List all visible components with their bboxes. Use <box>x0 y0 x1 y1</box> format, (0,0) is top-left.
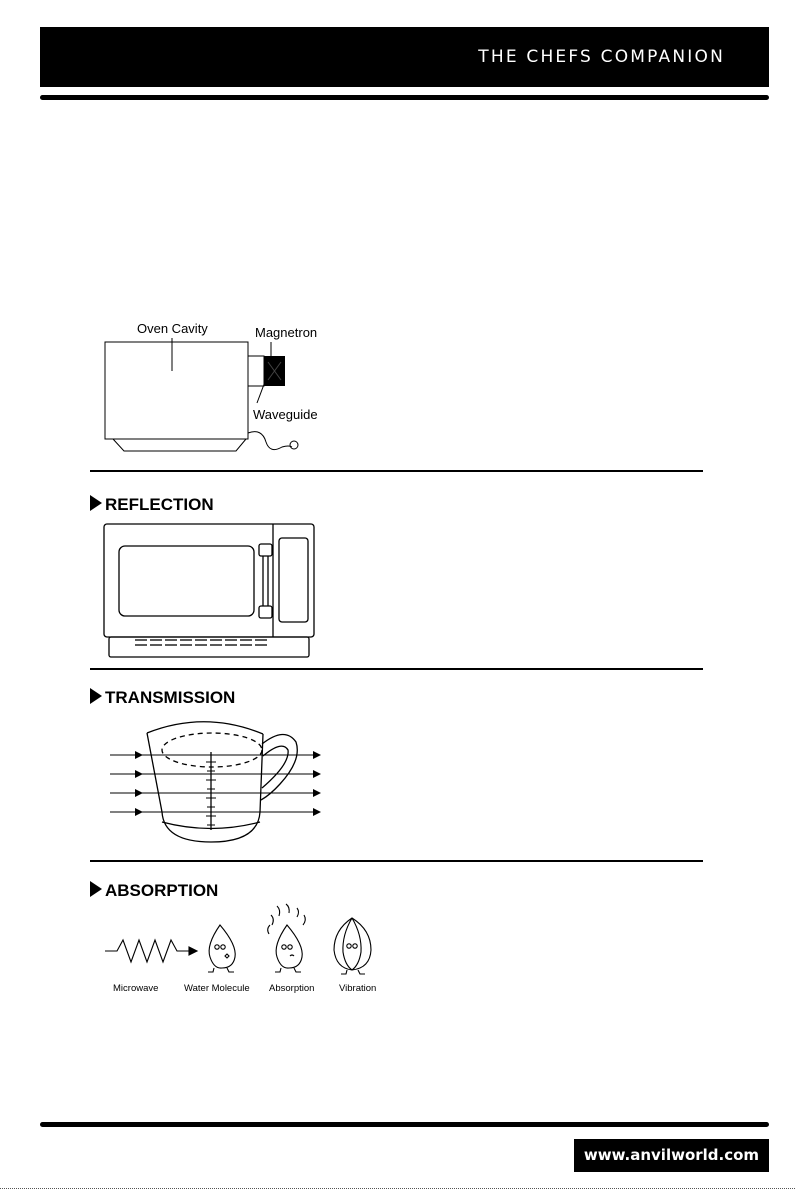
water-molecule-figure <box>209 925 235 968</box>
footer-rule <box>40 1122 769 1127</box>
footer-url: www.anvilworld.com <box>583 1146 760 1164</box>
absorption-heading-text: ABSORPTION <box>105 881 219 900</box>
caption-water-molecule: Water Molecule <box>184 983 250 994</box>
caption-vibration: Vibration <box>339 983 377 994</box>
caption-microwave: Microwave <box>113 983 159 994</box>
absorption-figure <box>276 925 302 968</box>
microwave-wave <box>105 940 190 962</box>
oven-cavity-label: Oven Cavity <box>137 321 208 336</box>
header-title: THE CHEFS COMPANION <box>478 47 725 67</box>
caption-absorption: Absorption <box>269 983 315 994</box>
footer-url-box <box>574 1139 769 1172</box>
page-edge-dotted-line <box>0 1188 795 1189</box>
magnetron-label: Magnetron <box>255 325 318 340</box>
reflection-heading-text: REFLECTION <box>105 495 214 514</box>
vibration-figure <box>334 918 371 970</box>
waveguide-label: Waveguide <box>253 407 318 422</box>
transmission-heading-text: TRANSMISSION <box>105 688 236 707</box>
